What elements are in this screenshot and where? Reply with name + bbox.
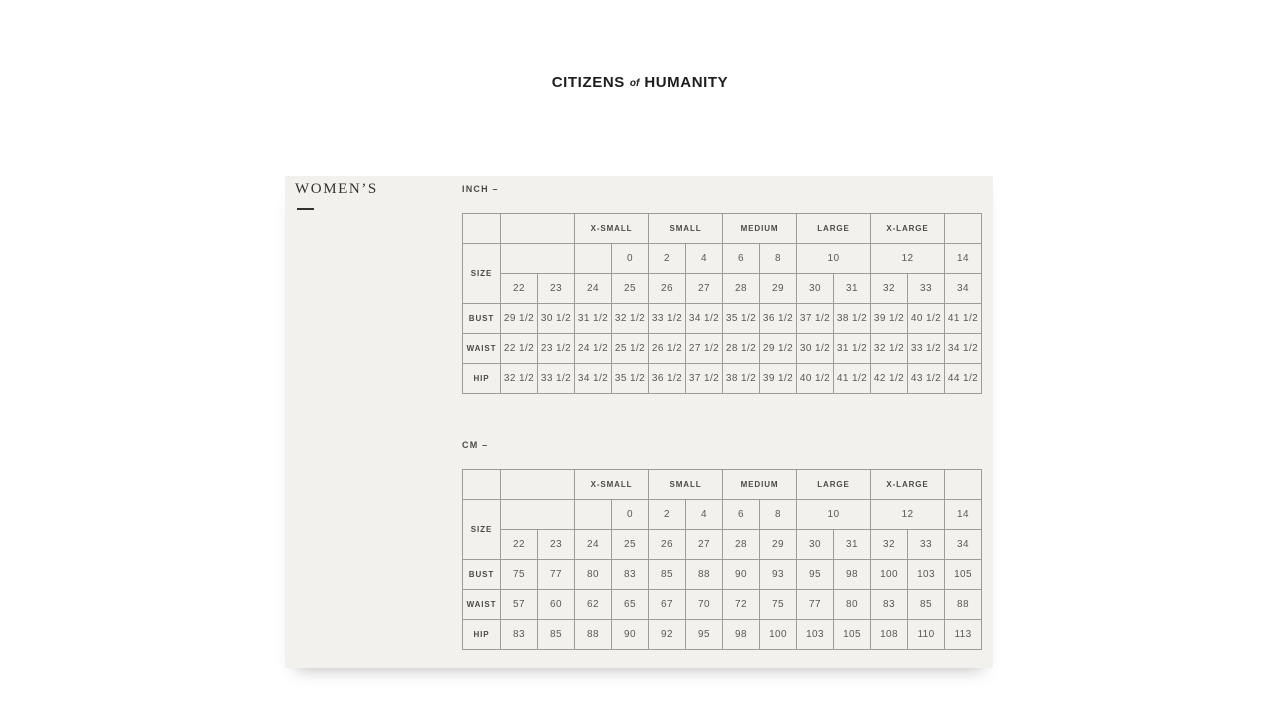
size-group-header-cell: X-SMALL: [575, 214, 649, 244]
measurement-row-label-cell: WAIST: [463, 590, 501, 620]
measurement-value-cell: 25 1/2: [612, 334, 649, 364]
measurement-value-cell: 100: [871, 560, 908, 590]
unit-label-cm: CM –: [462, 440, 489, 450]
waist-size-cell: 28: [723, 530, 760, 560]
brand-logo[interactable]: [0, 74, 1280, 91]
measurement-value-cell: 37 1/2: [797, 304, 834, 334]
inch-size-table: [462, 213, 982, 394]
measurement-value-cell: 38 1/2: [723, 364, 760, 394]
measurement-value-cell: 35 1/2: [723, 304, 760, 334]
measurement-value-cell: 36 1/2: [649, 364, 686, 394]
measurement-value-cell: 105: [945, 560, 982, 590]
logo-word-of: of: [629, 78, 640, 89]
waist-size-cell: 29: [760, 530, 797, 560]
measurement-value-cell: 85: [538, 620, 575, 650]
measurement-value-cell: 30 1/2: [797, 334, 834, 364]
measurement-value-cell: 36 1/2: [760, 304, 797, 334]
numeric-size-cell: 10: [797, 244, 871, 274]
measurement-value-cell: 72: [723, 590, 760, 620]
numeric-size-cell: 14: [945, 500, 982, 530]
measurement-value-cell: 27 1/2: [686, 334, 723, 364]
measurement-value-cell: 32 1/2: [871, 334, 908, 364]
size-group-header-cell: MEDIUM: [723, 470, 797, 500]
measurement-value-cell: 40 1/2: [797, 364, 834, 394]
measurement-value-cell: 93: [760, 560, 797, 590]
size-chart-content: [462, 184, 982, 650]
measurement-value-cell: 108: [871, 620, 908, 650]
measurement-value-cell: 105: [834, 620, 871, 650]
measurement-value-cell: 35 1/2: [612, 364, 649, 394]
measurement-value-cell: 80: [834, 590, 871, 620]
measurement-value-cell: 60: [538, 590, 575, 620]
waist-size-cell: 25: [612, 274, 649, 304]
waist-size-cell: 33: [908, 274, 945, 304]
measurement-value-cell: 22 1/2: [501, 334, 538, 364]
measurement-value-cell: 90: [612, 620, 649, 650]
numeric-size-cell: 12: [871, 500, 945, 530]
size-group-header-cell: SMALL: [649, 470, 723, 500]
measurement-value-cell: 38 1/2: [834, 304, 871, 334]
measurement-row-label-cell: WAIST: [463, 334, 501, 364]
active-tab-underline: [297, 208, 314, 210]
logo-word-citizens: CITIZENS: [551, 74, 625, 91]
waist-size-cell: 32: [871, 274, 908, 304]
waist-size-cell: 34: [945, 274, 982, 304]
measurement-value-cell: 31 1/2: [834, 334, 871, 364]
waist-size-cell: 26: [649, 274, 686, 304]
measurement-value-cell: 24 1/2: [575, 334, 612, 364]
measurement-value-cell: 90: [723, 560, 760, 590]
empty-cell: [575, 500, 612, 530]
measurement-value-cell: 43 1/2: [908, 364, 945, 394]
measurement-value-cell: 75: [760, 590, 797, 620]
size-group-header-cell: X-SMALL: [575, 470, 649, 500]
waist-size-cell: 30: [797, 530, 834, 560]
measurement-value-cell: 98: [723, 620, 760, 650]
measurement-value-cell: 83: [871, 590, 908, 620]
waist-size-cell: 33: [908, 530, 945, 560]
measurement-value-cell: 83: [612, 560, 649, 590]
measurement-value-cell: 41 1/2: [834, 364, 871, 394]
waist-size-cell: 25: [612, 530, 649, 560]
corner-empty-cell: [463, 214, 501, 244]
measurement-value-cell: 88: [575, 620, 612, 650]
measurement-value-cell: 34 1/2: [686, 304, 723, 334]
waist-size-cell: 23: [538, 274, 575, 304]
measurement-row-label-cell: HIP: [463, 364, 501, 394]
corner-empty-cell: [463, 470, 501, 500]
measurement-value-cell: 31 1/2: [575, 304, 612, 334]
measurement-value-cell: 32 1/2: [612, 304, 649, 334]
measurement-value-cell: 39 1/2: [871, 304, 908, 334]
numeric-size-cell: 6: [723, 244, 760, 274]
measurement-value-cell: 41 1/2: [945, 304, 982, 334]
measurement-value-cell: 29 1/2: [501, 304, 538, 334]
cm-section: [462, 440, 982, 650]
size-group-header-cell: SMALL: [649, 214, 723, 244]
cm-size-table: [462, 469, 982, 650]
waist-size-cell: 24: [575, 274, 612, 304]
waist-size-cell: 30: [797, 274, 834, 304]
logo-word-humanity: HUMANITY: [644, 74, 729, 91]
measurement-value-cell: 103: [797, 620, 834, 650]
measurement-row-label-cell: BUST: [463, 560, 501, 590]
inch-section: [462, 184, 982, 394]
measurement-value-cell: 44 1/2: [945, 364, 982, 394]
waist-size-cell: 31: [834, 274, 871, 304]
measurement-value-cell: 42 1/2: [871, 364, 908, 394]
measurement-row-label-cell: HIP: [463, 620, 501, 650]
measurement-value-cell: 62: [575, 590, 612, 620]
numeric-size-cell: 2: [649, 500, 686, 530]
measurement-value-cell: 98: [834, 560, 871, 590]
measurement-value-cell: 110: [908, 620, 945, 650]
measurement-value-cell: 113: [945, 620, 982, 650]
waist-size-cell: 28: [723, 274, 760, 304]
measurement-value-cell: 85: [908, 590, 945, 620]
size-group-header-cell: LARGE: [797, 214, 871, 244]
measurement-value-cell: 33 1/2: [649, 304, 686, 334]
numeric-size-cell: 0: [612, 500, 649, 530]
empty-cell: [501, 244, 575, 274]
numeric-size-cell: 12: [871, 244, 945, 274]
measurement-value-cell: 40 1/2: [908, 304, 945, 334]
waist-size-cell: 32: [871, 530, 908, 560]
measurement-value-cell: 92: [649, 620, 686, 650]
waist-size-cell: 29: [760, 274, 797, 304]
waist-size-cell: 27: [686, 530, 723, 560]
measurement-value-cell: 67: [649, 590, 686, 620]
measurement-value-cell: 57: [501, 590, 538, 620]
measurement-value-cell: 23 1/2: [538, 334, 575, 364]
numeric-size-cell: 14: [945, 244, 982, 274]
empty-cell: [501, 500, 575, 530]
numeric-size-cell: 10: [797, 500, 871, 530]
tab-womens[interactable]: WOMEN’S: [295, 181, 378, 197]
size-row-label-cell: SIZE: [463, 500, 501, 560]
measurement-value-cell: 77: [797, 590, 834, 620]
measurement-value-cell: 37 1/2: [686, 364, 723, 394]
waist-size-cell: 27: [686, 274, 723, 304]
measurement-value-cell: 34 1/2: [945, 334, 982, 364]
empty-cell: [945, 470, 982, 500]
measurement-value-cell: 33 1/2: [538, 364, 575, 394]
measurement-value-cell: 103: [908, 560, 945, 590]
measurement-value-cell: 77: [538, 560, 575, 590]
empty-cell: [501, 214, 575, 244]
measurement-row-label-cell: BUST: [463, 304, 501, 334]
measurement-value-cell: 88: [686, 560, 723, 590]
measurement-value-cell: 26 1/2: [649, 334, 686, 364]
waist-size-cell: 26: [649, 530, 686, 560]
numeric-size-cell: 4: [686, 244, 723, 274]
measurement-value-cell: 80: [575, 560, 612, 590]
measurement-value-cell: 29 1/2: [760, 334, 797, 364]
unit-label-inch: INCH –: [462, 184, 499, 194]
measurement-value-cell: 30 1/2: [538, 304, 575, 334]
waist-size-cell: 22: [501, 274, 538, 304]
measurement-value-cell: 95: [797, 560, 834, 590]
numeric-size-cell: 8: [760, 244, 797, 274]
waist-size-cell: 23: [538, 530, 575, 560]
measurement-value-cell: 85: [649, 560, 686, 590]
measurement-value-cell: 28 1/2: [723, 334, 760, 364]
measurement-value-cell: 34 1/2: [575, 364, 612, 394]
measurement-value-cell: 75: [501, 560, 538, 590]
numeric-size-cell: 8: [760, 500, 797, 530]
waist-size-cell: 31: [834, 530, 871, 560]
waist-size-cell: 24: [575, 530, 612, 560]
measurement-value-cell: 70: [686, 590, 723, 620]
measurement-value-cell: 100: [760, 620, 797, 650]
measurement-value-cell: 95: [686, 620, 723, 650]
empty-cell: [501, 470, 575, 500]
numeric-size-cell: 2: [649, 244, 686, 274]
size-row-label-cell: SIZE: [463, 244, 501, 304]
size-group-header-cell: X-LARGE: [871, 470, 945, 500]
measurement-value-cell: 32 1/2: [501, 364, 538, 394]
empty-cell: [575, 244, 612, 274]
measurement-value-cell: 88: [945, 590, 982, 620]
size-group-header-cell: X-LARGE: [871, 214, 945, 244]
measurement-value-cell: 83: [501, 620, 538, 650]
size-group-header-cell: MEDIUM: [723, 214, 797, 244]
numeric-size-cell: 4: [686, 500, 723, 530]
numeric-size-cell: 0: [612, 244, 649, 274]
measurement-value-cell: 39 1/2: [760, 364, 797, 394]
measurement-value-cell: 65: [612, 590, 649, 620]
size-group-header-cell: LARGE: [797, 470, 871, 500]
size-chart-panel: [285, 176, 993, 668]
waist-size-cell: 34: [945, 530, 982, 560]
empty-cell: [945, 214, 982, 244]
waist-size-cell: 22: [501, 530, 538, 560]
numeric-size-cell: 6: [723, 500, 760, 530]
measurement-value-cell: 33 1/2: [908, 334, 945, 364]
